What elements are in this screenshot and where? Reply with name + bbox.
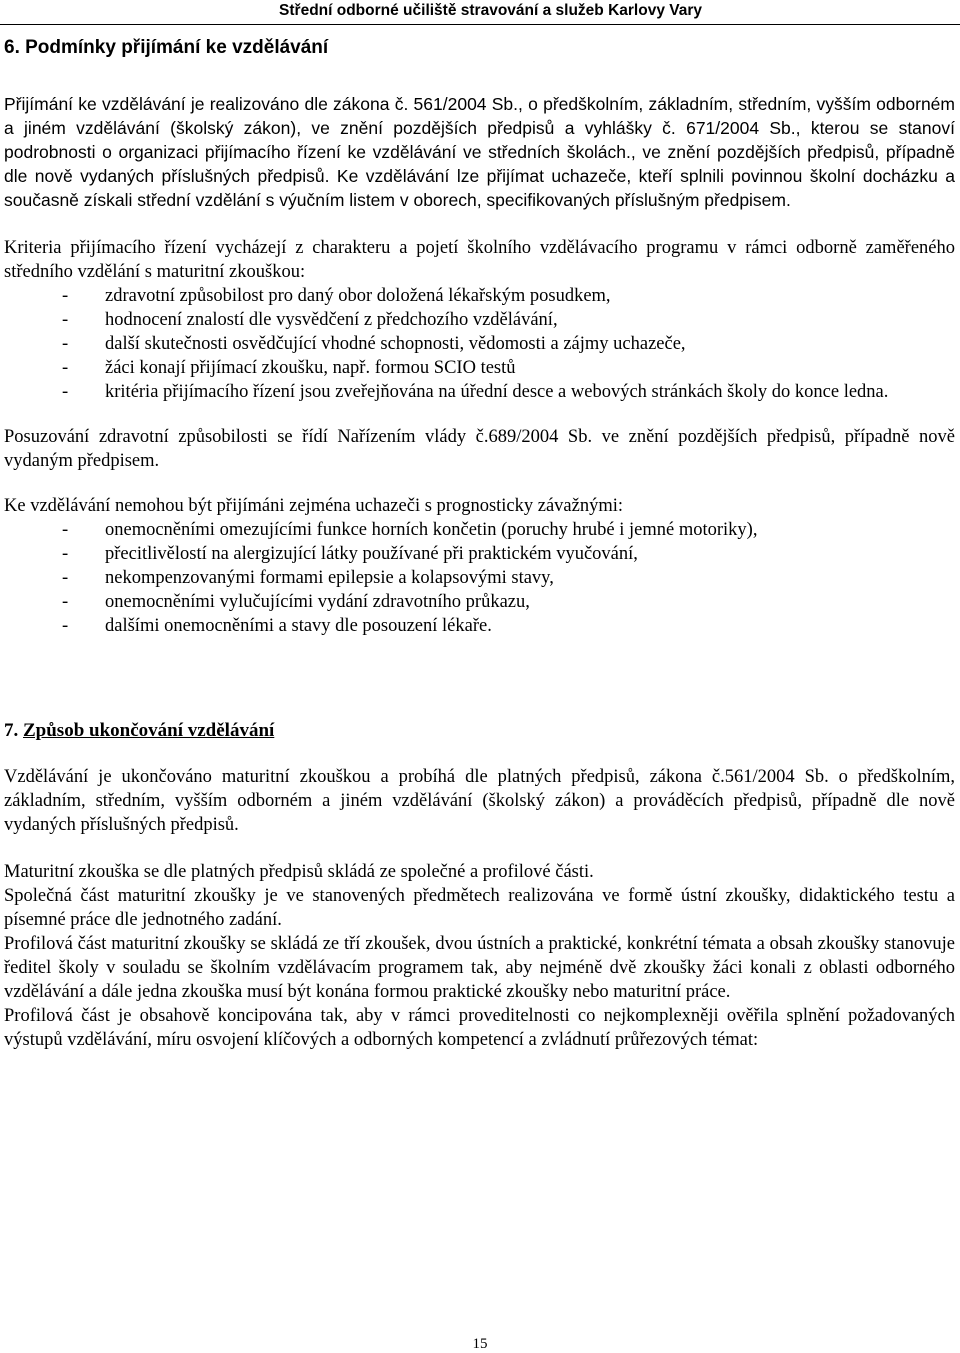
list-item: - dalšími onemocněními a stavy dle posouzení lékaře.: [4, 614, 955, 638]
list-item: - onemocněními vylučujícími vydání zdravotního průkazu,: [4, 590, 955, 614]
page-content: [4, 92, 955, 1052]
section-6-heading: 6. Podmínky přijímání ke vzdělávání: [4, 37, 329, 58]
list-item: - další skutečnosti osvědčující vhodné schopnosti, vědomosti a zájmy uchazeče,: [4, 332, 955, 356]
page-number: 15: [472, 1336, 488, 1352]
criteria-intro-paragraph: Kriteria přijímacího řízení vycházejí z charakteru a pojetí školního vzdělávacího programu v rámci odborně zaměřeného středního vzdělání s maturitní zkouškou:: [4, 238, 955, 282]
admission-intro-paragraph: Přijímání ke vzdělávání je realizováno dle zákona č. 561/2004 Sb., o předškolním, základním, středním, vyšším odborném a jiném vzdělávání (školský zákon), ve znění pozdějších předpisů a vyhlášky č. 671/2004 Sb., kterou se stanoví podrobnosti o organizaci přijímacího řízení ke vzdělávání ve středních školách., ve znění pozdějších předpisů, případně dle nově vydaných příslušných předpisů. Ke vzdělávání lze přijímat uchazeče, kteří splnili povinnou školní docházku a současně získali střední vzdělání s výučním listem v oborech, specifikovaných příslušným předpisem.: [4, 94, 955, 210]
common-part-paragraph: Společná část maturitní zkoušky je ve stanovených předmětech realizována ve formě ústní zkoušky, didaktického testu a písemné práce dle jednotného zadání.: [4, 886, 955, 930]
completion-paragraph: Vzdělávání je ukončováno maturitní zkouškou a probíhá dle platných předpisů, zákona č.561/2004 Sb. o předškolním, základním, středním, vyšším odborném a jiném vzdělávání (školský zákon) a prováděcích předpisů, případně dle nově vydaných příslušných předpisů.: [4, 767, 955, 835]
profile-part-paragraph: Profilová část maturitní zkoušky se skládá ze tří zkoušek, dvou ústních a praktické, konkrétní témata a obsah zkoušky stanovuje ředitel školy v souladu se školním vzdělávacím programem tak, aby nejméně dvě zkoušky žáci konali z oblasti odborného vzdělávání a dále jedna zkouška musí být konána formou praktické zkoušky nebo maturitní práce.: [4, 934, 955, 1002]
exclusion-intro-paragraph: Ke vzdělávání nemohou být přijímáni zejména uchazeči s prognosticky závažnými:: [4, 496, 624, 516]
list-item: - nekompenzovanými formami epilepsie a kolapsovými stavy,: [4, 566, 955, 590]
section-7-heading: [4, 720, 955, 742]
running-header: Střední odborné učiliště stravování a služeb Karlovy Vary: [279, 2, 702, 19]
criteria-list: [4, 284, 955, 404]
health-paragraph: Posuzování zdravotní způsobilosti se řídí Nařízením vlády č.689/2004 Sb. ve znění pozdějších předpisů, případně nově vydaným předpisem.: [4, 427, 955, 471]
exam-parts-paragraph: Maturitní zkouška se dle platných předpisů skládá ze společné a profilové části.: [4, 862, 594, 882]
exclusion-list: [4, 518, 955, 638]
list-item: - přecitlivělostí na alergizující látky používané při praktickém vyučování,: [4, 542, 955, 566]
list-item: - zdravotní způsobilost pro daný obor doložená lékařským posudkem,: [4, 284, 955, 308]
list-item: - žáci konají přijímací zkoušku, např. formou SCIO testů: [4, 356, 955, 380]
list-item: - kritéria přijímacího řízení jsou zveřejňována na úřední desce a webových stránkách školy do konce ledna.: [4, 380, 955, 404]
profile-concept-paragraph: Profilová část je obsahově koncipována tak, aby v rámci proveditelnosti co nejkomplexněji ověřila splnění požadovaných výstupů vzdělávání, míru osvojení klíčových a odborných kompetencí a zvládnutí průřezových témat:: [4, 1006, 955, 1050]
list-item: - hodnocení znalostí dle vysvědčení z předchozího vzdělávání,: [4, 308, 955, 332]
section-7-title: Způsob ukončování vzdělávání: [23, 720, 275, 741]
section-7-number: 7.: [4, 720, 19, 741]
list-item: - onemocněními omezujícími funkce horních končetin (poruchy hrubé i jemné motoriky),: [4, 518, 955, 542]
header-rule: [0, 24, 960, 25]
